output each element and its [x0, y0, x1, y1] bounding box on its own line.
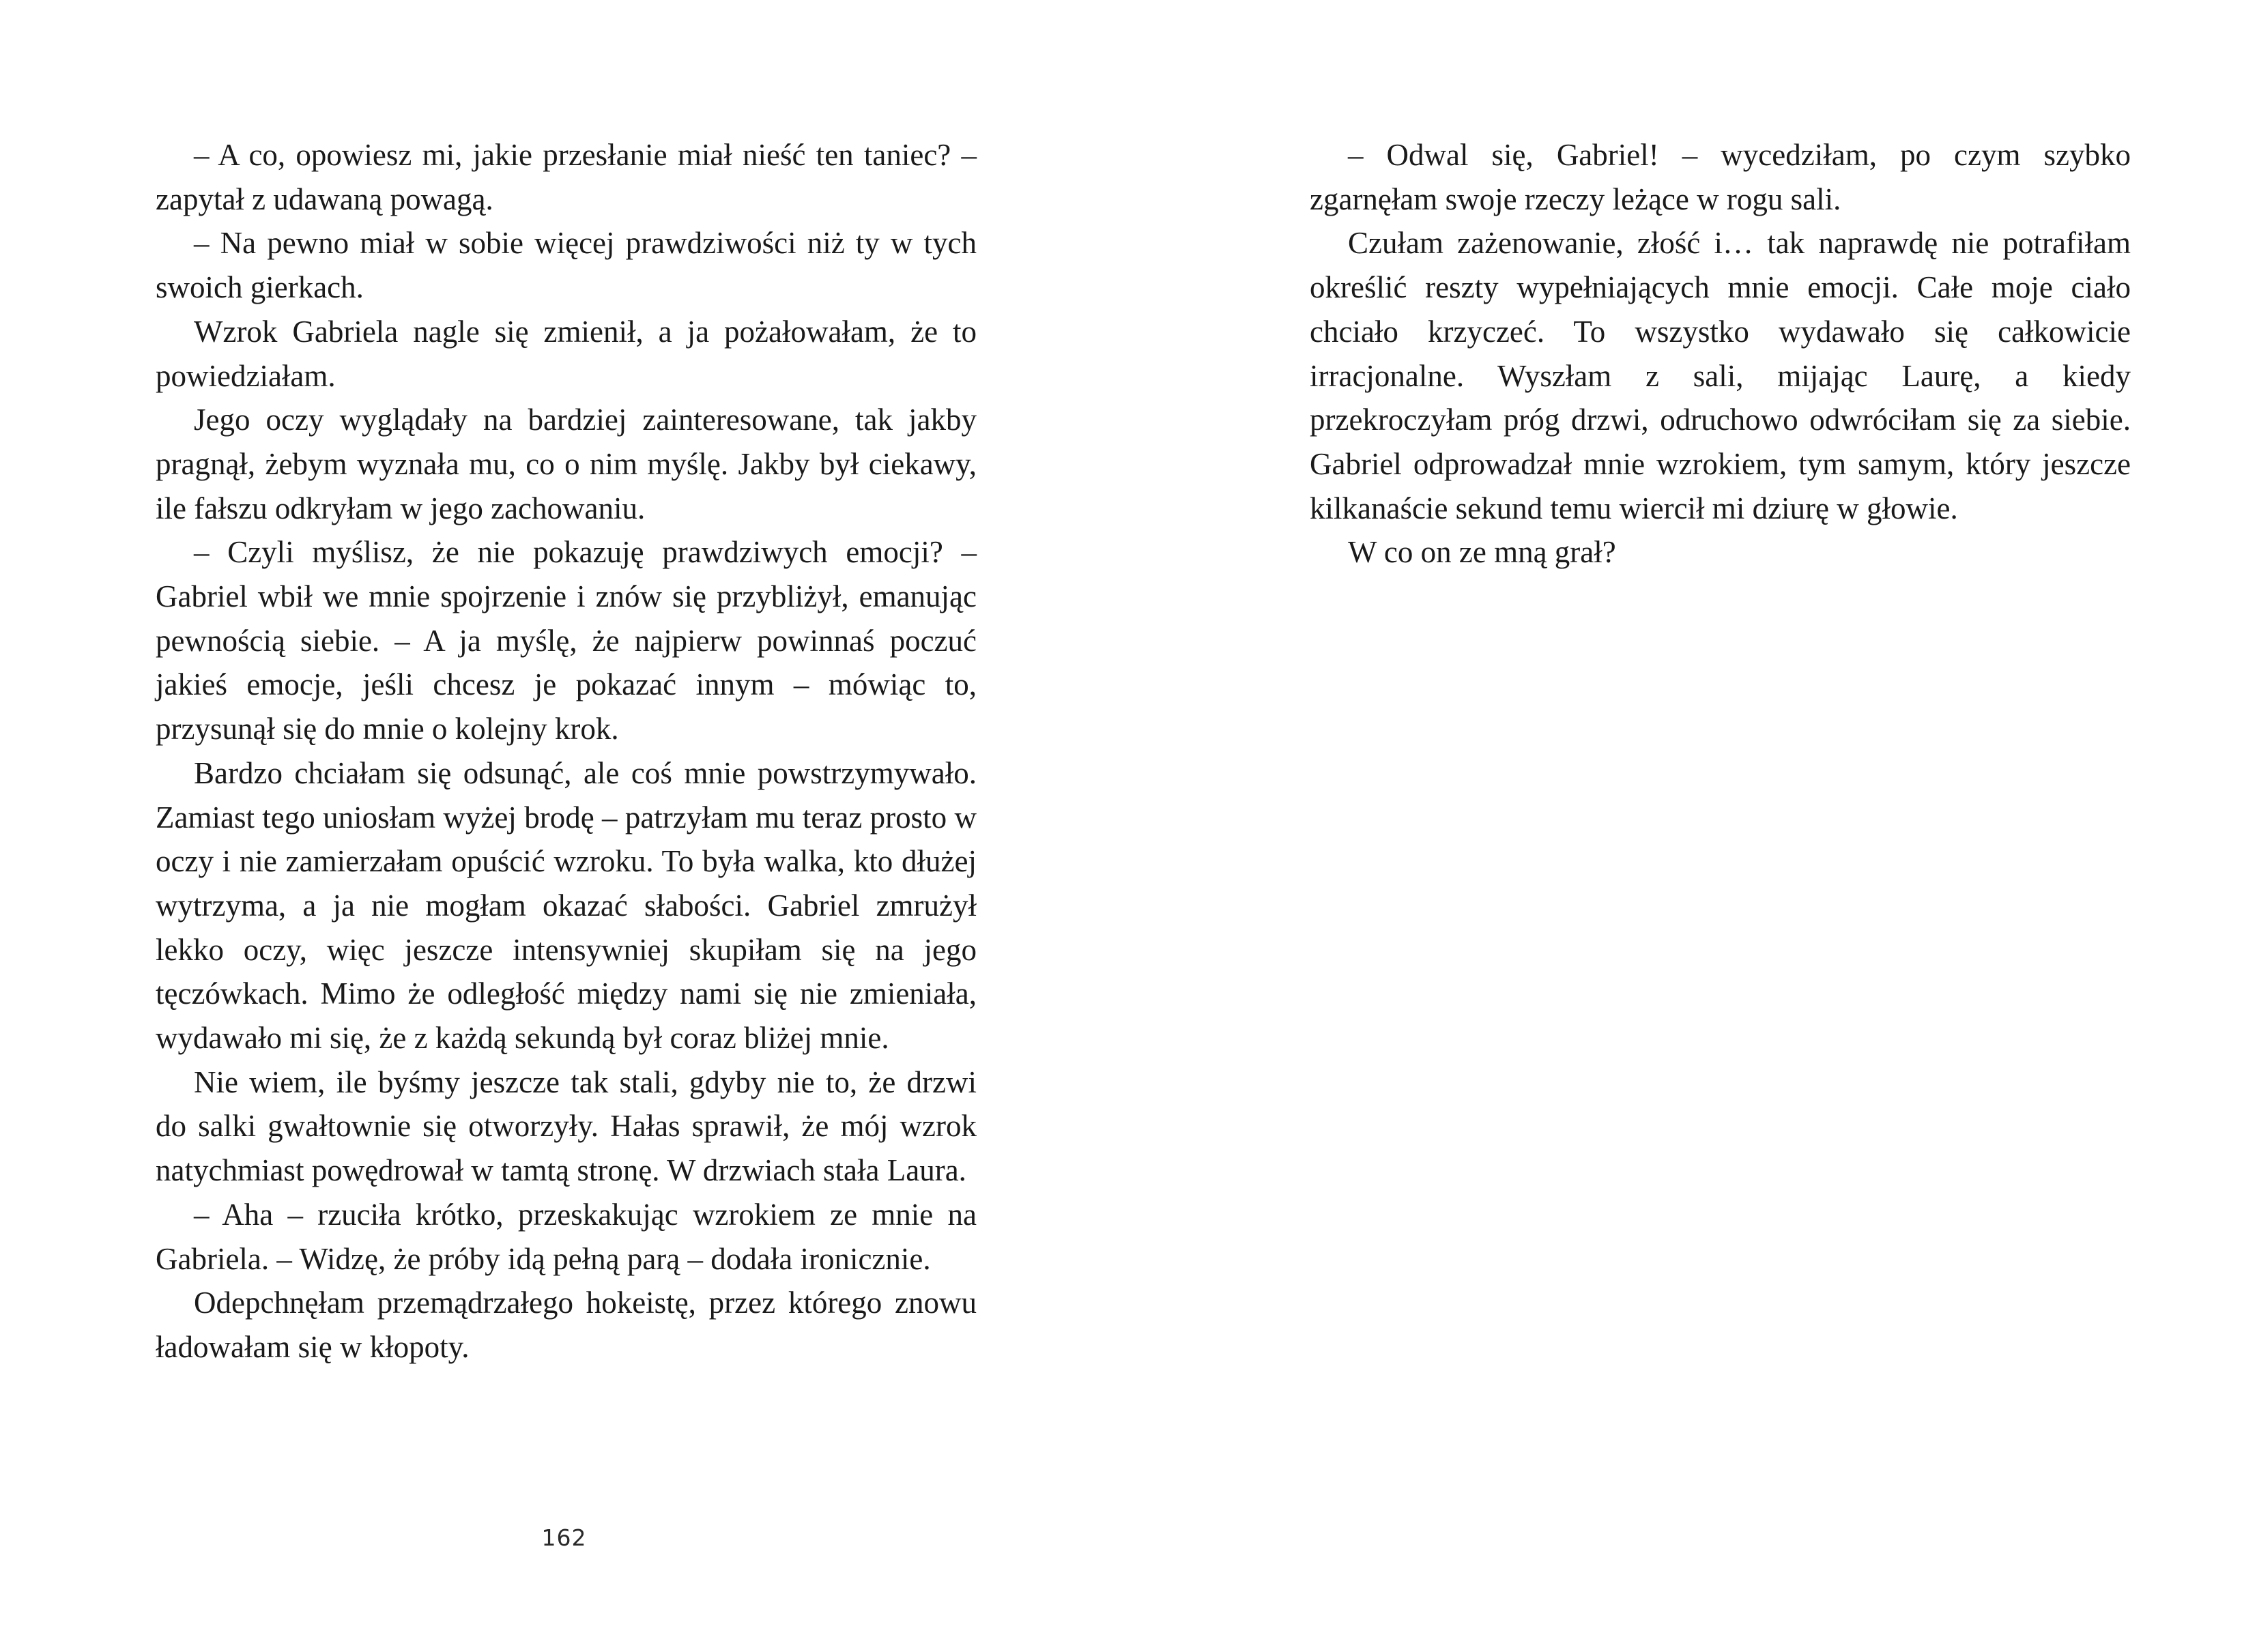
- paragraph: – Odwal się, Gabriel! – wycedziłam, po czym szybko zgarnęłam swoje rzeczy leżące w rogu sali.: [1310, 138, 2131, 216]
- page-number: 162: [541, 1524, 587, 1551]
- paragraph: Nie wiem, ile byśmy jeszcze tak stali, gdyby nie to, że drzwi do salki gwałtownie się otworzyły. Hałas sprawił, że mój wzrok natychmiast powędrował w tamtą stronę. W drzwiach stała Laura.: [156, 1064, 977, 1188]
- right-page: [1128, 0, 2257, 1652]
- left-page: [0, 0, 1128, 1652]
- paragraph: – A co, opowiesz mi, jakie przesłanie miał nieść ten taniec? – zapytał z udawaną powagą.: [156, 138, 977, 216]
- paragraph: W co on ze mną grał?: [1348, 535, 1616, 570]
- paragraph: – Na pewno miał w sobie więcej prawdziwości niż ty w tych swoich gierkach.: [156, 226, 977, 305]
- paragraph: Odepchnęłam przemądrzałego hokeistę, przez którego znowu ładowałam się w kłopoty.: [156, 1286, 977, 1364]
- paragraph: Bardzo chciałam się odsunąć, ale coś mnie powstrzymywało. Zamiast tego uniosłam wyżej brodę – patrzyłam mu teraz prosto w oczy i nie zamierzałam opuścić wzroku. To była walka, kto dłużej wytrzyma, a ja nie mogłam okazać słabości. Gabriel zmrużył lekko oczy, więc jeszcze intensywniej skupiłam się na jego tęczówkach. Mimo że odległość między nami się nie zmieniała, wydawało mi się, że z każdą sekundą był coraz bliżej mnie.: [156, 755, 977, 1056]
- paragraph: Czułam zażenowanie, złość i… tak naprawdę nie potrafiłam określić reszty wypełniających mnie emocji. Całe moje ciało chciało krzyczeć. To wszystko wydawało się całkowicie irracjonalne. Wyszłam z sali, mijając Laurę, a kiedy przekroczyłam próg drzwi, odruchowo odwróciłam się za siebie. Gabriel odprowadzał mnie wzrokiem, tym samym, który jeszcze kilkanaście sekund temu wiercił mi dziurę w głowie.: [1310, 226, 2131, 525]
- left-page-text: [156, 133, 977, 1370]
- paragraph: – Czyli myślisz, że nie pokazuję prawdziwych emocji? – Gabriel wbił we mnie spojrzenie i znów się przybliżył, emanując pewnością siebie. – A ja myślę, że najpierw powinnaś poczuć jakieś emocje, jeśli chcesz je pokazać innym – mówiąc to, przysunął się do mnie o kolejny krok.: [156, 535, 977, 747]
- paragraph: Jego oczy wyglądały na bardziej zainteresowane, tak jakby pragnął, żebym wyznała mu, co o nim myślę. Jakby był ciekawy, ile fałszu odkryłam w jego zachowaniu.: [156, 403, 977, 525]
- paragraph: – Aha – rzuciła krótko, przeskakując wzrokiem ze mnie na Gabriela. – Widzę, że próby idą pełną parą – dodała ironicznie.: [156, 1197, 977, 1276]
- right-page-text: [1310, 133, 2131, 575]
- paragraph: Wzrok Gabriela nagle się zmienił, a ja pożałowałam, że to powiedziałam.: [156, 314, 977, 393]
